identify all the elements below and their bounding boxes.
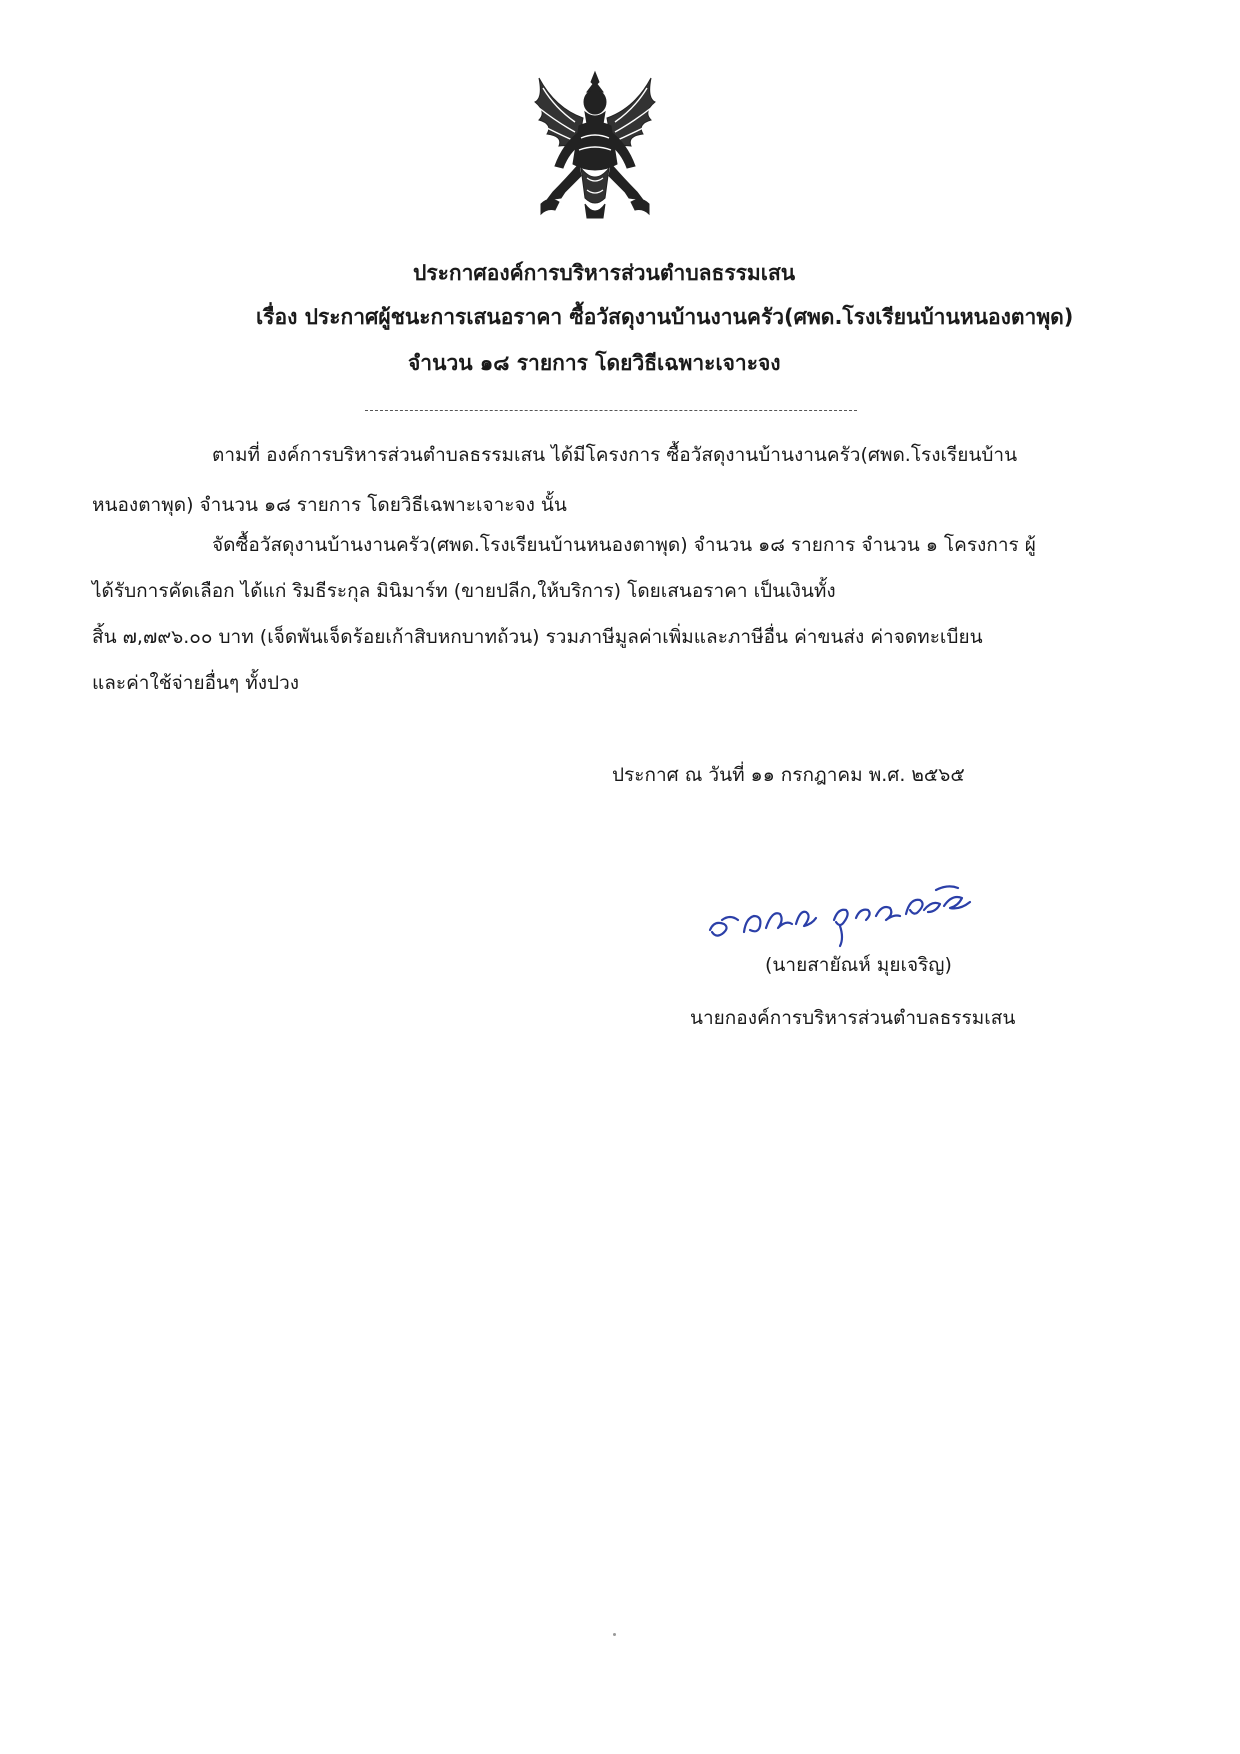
paragraph-2-line-2: ได้รับการคัดเลือก ได้แก่ ริมธีระกุล มินิมาร์ท (ขายปลีก,ให้บริการ) โดยเสนอราคา เป็นเงินทั้ง <box>92 580 836 602</box>
header-divider <box>365 410 857 411</box>
paragraph-2-line-3: สิ้น ๗,๗๙๖.๐๐ บาท (เจ็ดพันเจ็ดร้อยเก้าสิบหกบาทถ้วน) รวมภาษีมูลค่าเพิ่มและภาษีอื่น ค่าขนส่ง ค่าจดทะเบียน <box>92 626 983 648</box>
announcement-date: ประกาศ ณ วันที่ ๑๑ กรกฎาคม พ.ศ. ๒๕๖๕ <box>612 764 965 786</box>
garuda-emblem-icon <box>525 68 665 228</box>
signatory-position: นายกองค์การบริหารส่วนตำบลธรรมเสน <box>690 1007 1016 1029</box>
handwritten-signature <box>700 880 1000 950</box>
paragraph-2-line-4: และค่าใช้จ่ายอื่นๆ ทั้งปวง <box>92 672 300 694</box>
document-title: ประกาศองค์การบริหารส่วนตำบลธรรมเสน <box>413 261 796 285</box>
document-subject-line2: จำนวน ๑๘ รายการ โดยวิธีเฉพาะเจาะจง <box>408 351 781 375</box>
paragraph-1-line-2: หนองตาพุด) จำนวน ๑๘ รายการ โดยวิธีเฉพาะเจาะจง นั้น <box>92 494 567 516</box>
paragraph-1-line-1: ตามที่ องค์การบริหารส่วนตำบลธรรมเสน ได้มีโครงการ ซื้อวัสดุงานบ้านงานครัว(ศพด.โรงเรียนบ้าน <box>212 444 1018 466</box>
scan-speck <box>613 1633 616 1636</box>
document-subject: เรื่อง ประกาศผู้ชนะการเสนอราคา ซื้อวัสดุงานบ้านงานครัว(ศพด.โรงเรียนบ้านหนองตาพุด) <box>256 305 1074 329</box>
paragraph-2-line-1: จัดซื้อวัสดุงานบ้านงานครัว(ศพด.โรงเรียนบ้านหนองตาพุด) จำนวน ๑๘ รายการ จำนวน ๑ โครงการ ผู้ <box>212 534 1036 556</box>
signatory-name: (นายสายัณห์ มุยเจริญ) <box>765 954 952 976</box>
